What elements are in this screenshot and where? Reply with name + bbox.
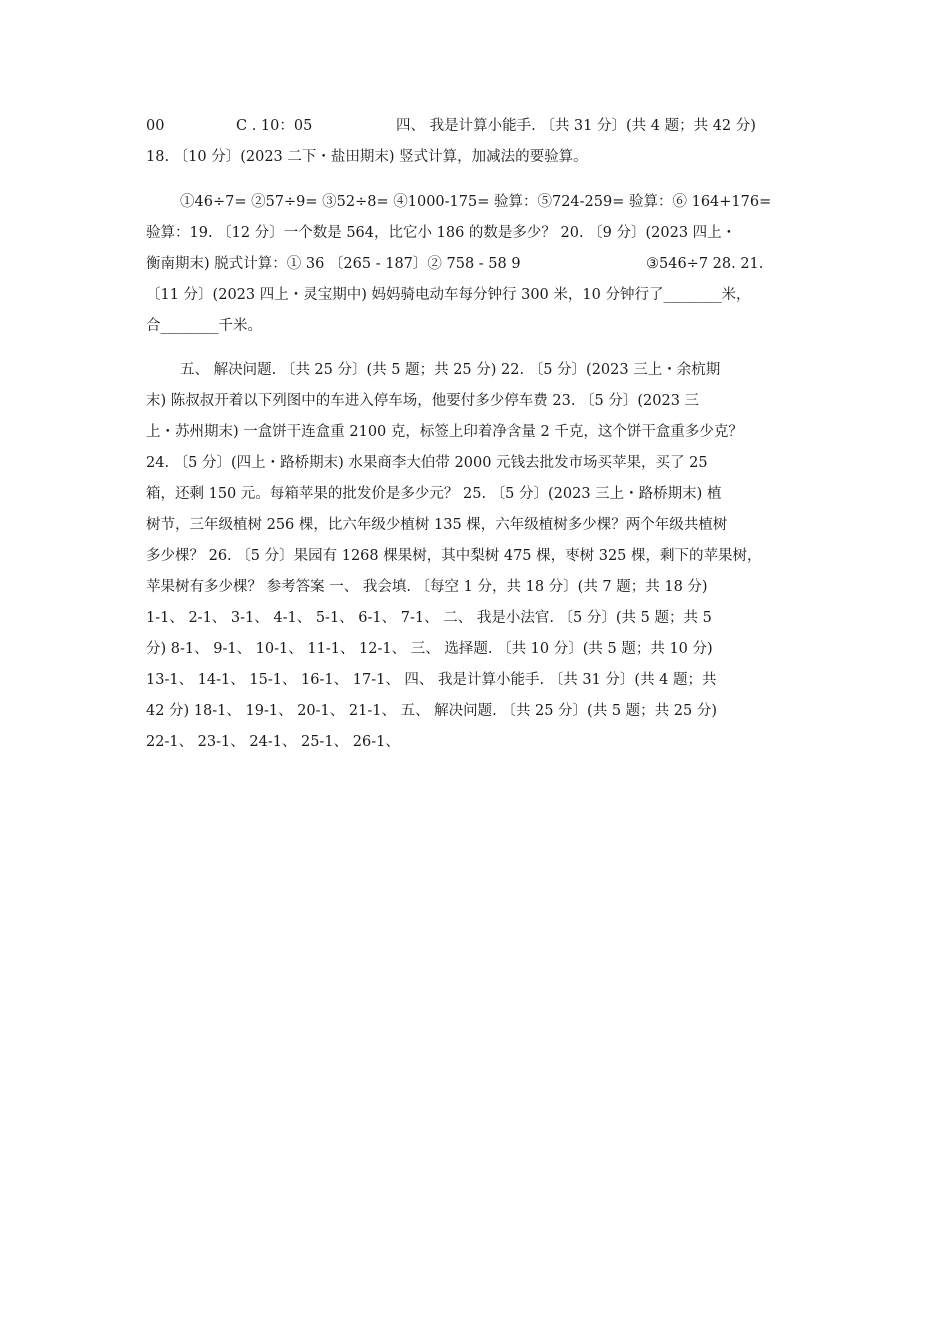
answers-line-3: 13-1、 14-1、 15-1、 16-1、 17-1、 四、 我是计算小能手. 〔共 31 分〕(共 4 题；共 [146,672,717,688]
answers-line-2: 分) 8-1、 9-1、 10-1、 11-1、 12-1、 三、 选择题. 〔共 10 分〕(共 5 题；共 10 分) [146,641,713,657]
answers-line-4: 42 分) 18-1、 19-1、 20-1、 21-1、 五、 解决问题. 〔共 25 分〕(共 5 题；共 25 分) [146,703,717,719]
answers-line-5: 22-1、 23-1、 24-1、 25-1、 26-1、 [146,734,400,750]
section-four-heading: 四、 我是计算小能手. 〔共 31 分〕(共 4 题；共 42 分) [396,118,756,134]
text-line-2: 18. 〔10 分〕(2023 二下・盐田期末) 竖式计算，加减法的要验算。 [146,149,588,165]
text-line-9: 末) 陈叔叔开着以下列图中的车进入停车场，他要付多少停车费 23. 〔5 分〕(2023 三 [146,393,700,409]
text-line-6: 〔11 分〕(2023 四上・灵宝期中) 妈妈骑电动车每分钟行 300 米，10 分钟行了________米， [146,287,751,303]
answers-line-1: 1-1、 2-1、 3-1、 4-1、 5-1、 6-1、 7-1、 二、 我是小法官. 〔5 分〕(共 5 题；共 5 [146,610,712,626]
text-line-7: 合________千米。 [146,318,262,334]
answers-heading-line: 苹果树有多少棵？ 参考答案 一、 我会填. 〔每空 1 分，共 18 分〕(共 7 题；共 18 分) [146,579,708,595]
text-line-14: 多少棵？ 26. 〔5 分〕果园有 1268 棵果树，其中梨树 475 棵，枣树 325 棵，剩下的苹果树， [146,548,762,564]
option-b-fragment: 00 [146,118,165,134]
text-line-3: ①46÷7= ②57÷9= ③52÷8= ④1000-175= 验算：⑤724-259= 验算：⑥ 164+176= [180,194,772,210]
section-five-heading: 五、 解决问题. 〔共 25 分〕(共 5 题；共 25 分) 22. 〔5 分〕(2023 三上・余杭期 [180,362,721,378]
text-line-4: 验算：19. 〔12 分〕一个数是 564，比它小 186 的数是多少？ 20. 〔9 分〕(2023 四上・ [146,225,737,241]
text-line-11: 24. 〔5 分〕(四上・路桥期末) 水果商李大伯带 2000 元钱去批发市场买苹果，买了 25 [146,455,708,471]
option-c: C . 10：05 [236,118,313,134]
text-line-5-tail: ③546÷7 28. 21. [646,256,764,272]
text-line-5-main: 衡南期末) 脱式计算：① 36 〔265 - 187〕② 758 - 58 9 [146,256,521,272]
text-line-12: 箱，还剩 150 元。每箱苹果的批发价是多少元？ 25. 〔5 分〕(2023 三上・路桥期末) 植 [146,486,722,502]
text-line-10: 上・苏州期末) 一盒饼干连盒重 2100 克，标签上印着净含量 2 千克，这个饼干盒重多少克？ [146,424,743,440]
text-line-13: 树节，三年级植树 256 棵，比六年级少植树 135 棵，六年级植树多少棵？两个年级共植树 [146,517,728,533]
